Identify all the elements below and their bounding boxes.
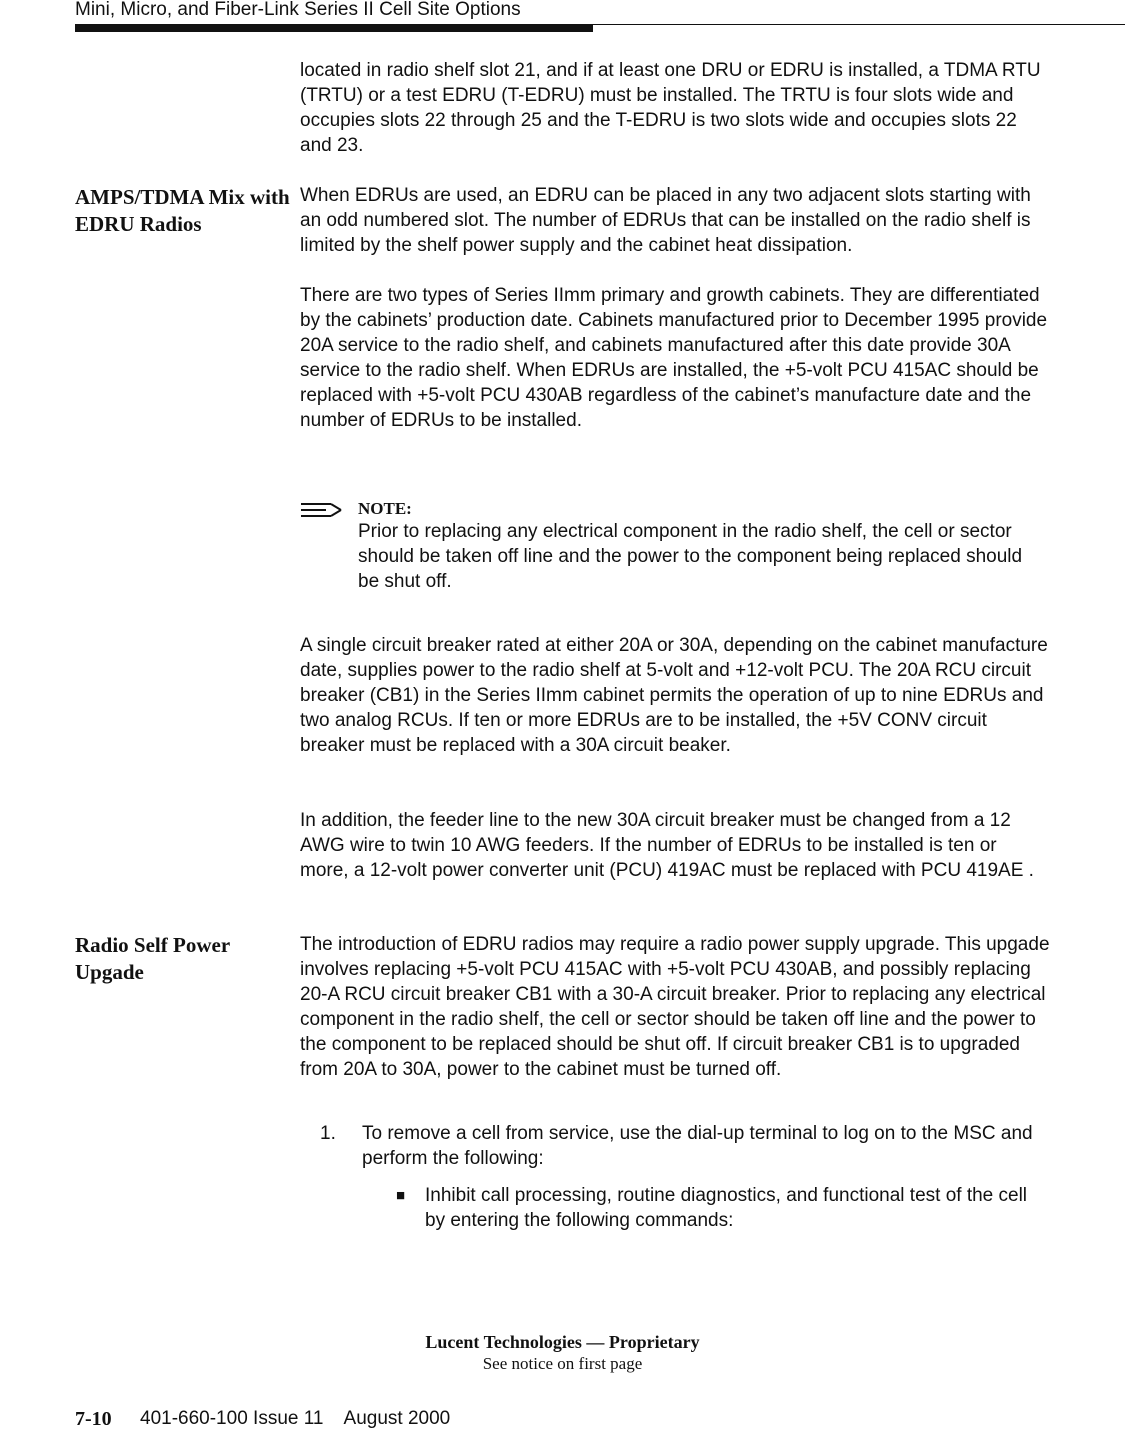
- bullet-text: Inhibit call processing, routine diagnostics, and functional test of the cell by entering the following commands:: [425, 1185, 1028, 1231]
- section1-paragraph-4: In addition, the feeder line to the new 30A circuit breaker must be changed from a 12 AWG wire to twin 10 AWG feeders. If the number of EDRUs to be installed is ten or more, a 12-volt power converter unit (PCU) 419AC must be replaced with PCU 419AE .: [300, 810, 1034, 881]
- section1-paragraph-2: There are two types of Series IImm primary and growth cabinets. They are differentiated by the cabinets’ production date. Cabinets manufactured prior to December 1995 provide 20A service to the radio shelf, and cabinets manufactured after this date provide 30A service to the radio shelf. When EDRUs are installed, the +5-volt PCU 415AC should be replaced with +5-volt PCU 430AB regardless of the cabinet’s manufacture date and the number of EDRUs to be installed.: [300, 285, 1048, 431]
- step-text: To remove a cell from service, use the dial-up terminal to log on to the MSC and perform the following:: [362, 1123, 1033, 1169]
- note-icon: [300, 502, 342, 518]
- section1-paragraph-3: A single circuit breaker rated at either 20A or 30A, depending on the cabinet manufacture date, supplies power to the radio shelf at 5-volt and +12-volt PCU. The 20A RCU circuit breaker (CB1) in the Series IImm cabinet permits the operation of up to nine EDRUs and two analog RCUs. If ten or more EDRUs are to be installed, the +5V CONV circuit breaker must be replaced with a 30A circuit beaker.: [300, 635, 1048, 756]
- footer-proprietary: Lucent Technologies — Proprietary: [425, 1332, 700, 1352]
- section-heading-amps-tdma: AMPS/TDMA Mix with EDRU Radios: [75, 185, 290, 236]
- square-bullet-icon: ■: [396, 1187, 406, 1204]
- header-title: Mini, Micro, and Fiber-Link Series II Cell Site Options: [75, 0, 521, 20]
- footer-notice: See notice on first page: [482, 1354, 643, 1373]
- document-id: 401-660-100 Issue 11 August 2000: [140, 1408, 451, 1429]
- header-rule-thin: [593, 24, 1125, 25]
- note-text: Prior to replacing any electrical component in the radio shelf, the cell or sector should be taken off line and the power to the component being replaced should be shut off.: [358, 521, 1023, 592]
- section2-paragraph-1: The introduction of EDRU radios may require a radio power supply upgrade. This upgade involves replacing +5-volt PCU 415AC with +5-volt PCU 430AB, and possibly replacing 20-A RCU circuit breaker CB1 with a 30-A circuit breaker. Prior to replacing any electrical component in the radio shelf, the cell or sector should be taken off line and the power to the component to be replaced should be shut off. If circuit breaker CB1 is to upgraded from 20A to 30A, power to the cabinet must be turned off.: [300, 934, 1050, 1080]
- page-number: 7-10: [75, 1408, 112, 1430]
- section1-paragraph-1: When EDRUs are used, an EDRU can be placed in any two adjacent slots starting with an odd numbered slot. The number of EDRUs that can be installed on the radio shelf is limited by the shelf power supply and the cabinet heat dissipation.: [300, 185, 1031, 256]
- header-rule-thick: [75, 24, 593, 32]
- note-label: NOTE:: [358, 499, 412, 518]
- intro-paragraph: located in radio shelf slot 21, and if at least one DRU or EDRU is installed, a TDMA RTU (TRTU) or a test EDRU (T-EDRU) must be installed. The TRTU is four slots wide and occupies slots 22 through 25 and the T-EDRU is two slots wide and occupies slots 22 and 23.: [300, 60, 1041, 156]
- step-number: 1.: [320, 1123, 336, 1144]
- section-heading-radio-power: Radio Self Power Upgade: [75, 933, 230, 984]
